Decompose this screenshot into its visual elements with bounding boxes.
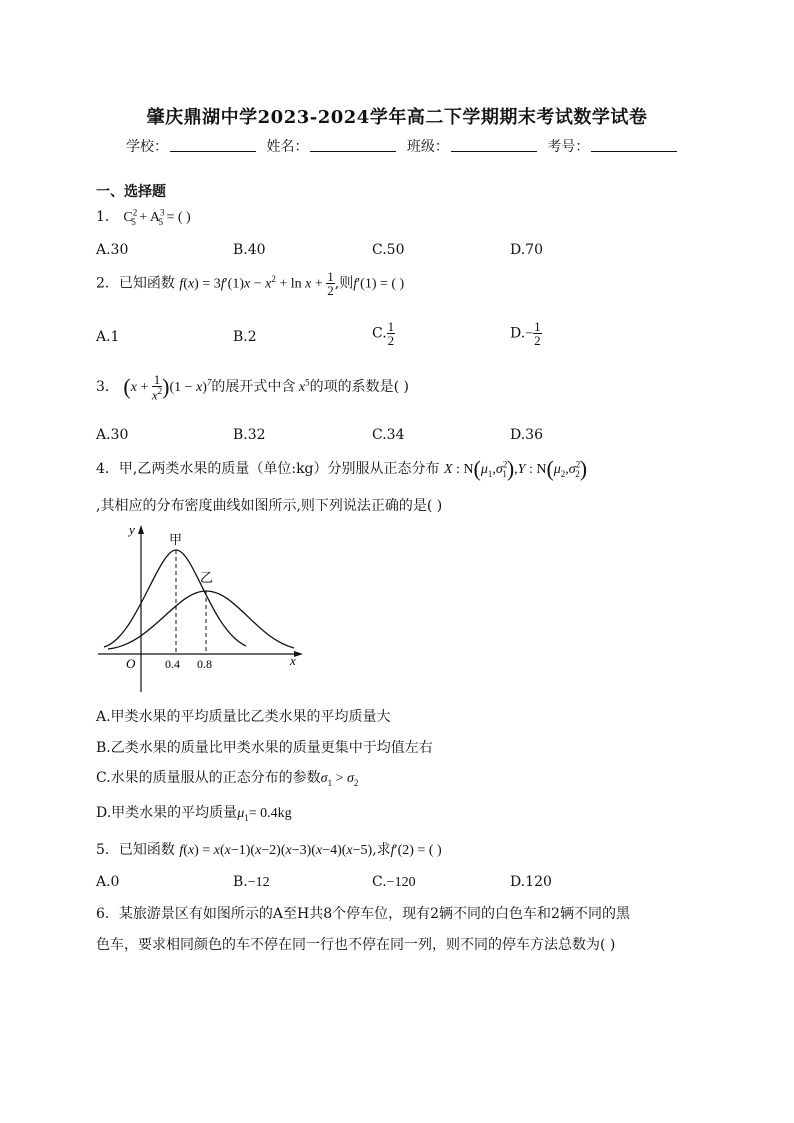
q4-option-c: C.水果的质量服从的正态分布的参数$\sigma_1 > \sigma_2$ bbox=[96, 770, 359, 788]
q4-option-b: B.乙类水果的质量比甲类水果的质量更集中于均值左右 bbox=[96, 740, 433, 756]
school-blank bbox=[170, 139, 256, 152]
q3-option-b: B.32 bbox=[233, 427, 266, 443]
q2-function: f bbox=[179, 276, 184, 292]
x-axis-label: x bbox=[290, 653, 296, 668]
q5-option-d: D.120 bbox=[510, 874, 552, 890]
class-label: 班级： bbox=[406, 139, 449, 155]
curve-jia bbox=[104, 550, 246, 647]
curve-yi bbox=[108, 591, 294, 649]
q1-number: 1． bbox=[96, 209, 119, 225]
q3-fraction: $\frac{1}{x^2}$ bbox=[151, 372, 163, 403]
normal-distribution-graph bbox=[96, 520, 316, 695]
tick-0-4: 0.4 bbox=[165, 657, 180, 671]
question-4-line-1: 4．甲,乙两类水果的质量（单位:kg）分别服从正态分布 X : $N(\mu_1,\sigma^2_1),Y$ : $N(\mu_2,\sigma^2_2)$ bbox=[96, 456, 588, 481]
curve-jia-label: 甲 bbox=[169, 533, 183, 548]
q3-option-d: D.36 bbox=[510, 427, 543, 443]
question-4-line-2: ,其相应的分布密度曲线如图所示,则下列说法正确的是( ) bbox=[96, 498, 443, 514]
question-6-line-1: 6．某旅游景区有如图所示的A至H共8个停车位，现有2辆不同的白色车和2辆不同的黑 bbox=[96, 906, 630, 922]
q4-option-d: D.甲类水果的平均质量$\mu_1= 0.4kg$ bbox=[96, 805, 292, 823]
q2-prefix: 已知函数 bbox=[118, 275, 175, 292]
number-label: 考号： bbox=[547, 139, 590, 155]
q1-formula: $C^2_5 + A^3_5$ = ( ) bbox=[123, 207, 191, 227]
q2-mid: ,则 bbox=[334, 275, 354, 292]
q2-option-c: C. $\frac{1}{2}$ bbox=[372, 319, 395, 348]
q2-option-a: A.1 bbox=[96, 329, 120, 345]
question-3: 3． (x + $\frac{1}{x^2}$ )$(1 - x)^7$的展开式中含 $x^5$的项的系数是( ) bbox=[96, 372, 409, 403]
y-axis-arrow bbox=[138, 525, 144, 534]
class-blank bbox=[451, 139, 537, 152]
q5-number: 5． bbox=[96, 842, 119, 858]
curve-yi-label: 乙 bbox=[200, 571, 214, 586]
question-1 bbox=[96, 206, 191, 227]
q2-fraction: $\frac{1}{2}$ bbox=[327, 269, 334, 298]
tick-0-8: 0.8 bbox=[197, 657, 212, 671]
q1-option-a: A.30 bbox=[96, 242, 129, 258]
q1-option-c: C.50 bbox=[372, 242, 405, 258]
q3-number: 3． bbox=[96, 379, 119, 396]
q5-option-a: A.0 bbox=[96, 874, 120, 890]
q3-text2: 的项的系数是( ) bbox=[309, 379, 409, 396]
school-label: 学校： bbox=[126, 139, 168, 155]
student-info-row bbox=[126, 136, 683, 156]
number-blank bbox=[591, 139, 677, 152]
question-5: 5．已知函数 f(x) = x(x−1)(x−2)(x−3)(x−4)(x−5),求f′(2) = ( ) bbox=[96, 842, 442, 858]
section-heading: 一、选择题 bbox=[96, 184, 166, 200]
q2-number: 2． bbox=[96, 275, 119, 292]
q3-text: 的展开式中含 bbox=[211, 379, 296, 396]
page-title: 肇庆鼎湖中学2023-2024学年高二下学期期末考试数学试卷 bbox=[146, 107, 648, 128]
question-2: 2．已知函数 $f(x) = 3f'(1)x - x^2 + \ln x$ + $\frac{1}{2}$ ,则f′(1) = ( ) bbox=[96, 269, 405, 298]
name-label: 姓名： bbox=[266, 139, 309, 155]
q5-prefix: 已知函数 bbox=[118, 842, 175, 858]
q4-text: 4．甲,乙两类水果的质量（单位:kg）分别服从正态分布 bbox=[96, 461, 440, 477]
q2-option-d: D.− $\frac{1}{2}$ bbox=[510, 319, 541, 348]
q3-option-c: C.34 bbox=[372, 427, 405, 443]
q5-option-b: B.−12 bbox=[233, 874, 270, 890]
y-axis-label: y bbox=[129, 522, 135, 537]
q4-option-a: A.甲类水果的平均质量比乙类水果的平均质量大 bbox=[96, 709, 391, 725]
q1-option-b: B.40 bbox=[233, 242, 266, 258]
q2-option-b: B.2 bbox=[233, 329, 257, 345]
origin-label: O bbox=[126, 656, 136, 671]
q1-option-d: D.70 bbox=[510, 242, 543, 258]
q5-option-c: C.−120 bbox=[372, 874, 416, 890]
q3-option-a: A.30 bbox=[96, 427, 129, 443]
name-blank bbox=[310, 139, 396, 152]
question-6-line-2: 色车，要求相同颜色的车不停在同一行也不停在同一列，则不同的停车方法总数为( ) bbox=[96, 937, 616, 953]
